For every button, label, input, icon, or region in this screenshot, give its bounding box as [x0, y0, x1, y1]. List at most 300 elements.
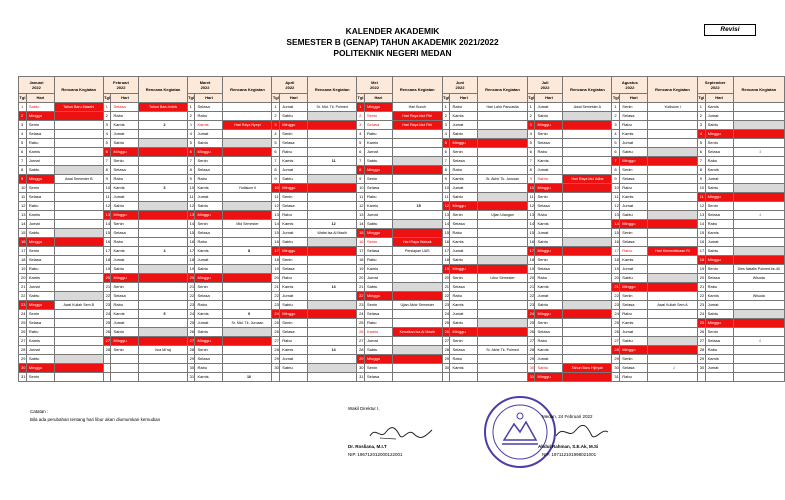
day-name: Jumat — [535, 166, 563, 175]
day-name: Selasa — [26, 256, 54, 265]
day-activity — [478, 166, 527, 175]
day-name: Rabu — [450, 292, 478, 301]
day-number: 25 — [272, 319, 280, 328]
day-activity — [563, 184, 612, 193]
day-activity — [478, 157, 527, 166]
day-name: Minggu — [535, 247, 563, 256]
day-row — [19, 148, 785, 157]
day-activity — [308, 274, 357, 283]
day-activity — [733, 328, 784, 337]
day-number: 17 — [103, 247, 111, 256]
day-number: 17 — [272, 247, 280, 256]
day-number: 16 — [527, 238, 535, 247]
day-number: 1 — [19, 103, 27, 112]
month-name — [357, 77, 393, 94]
day-activity — [648, 121, 697, 130]
day-number: 12 — [612, 202, 620, 211]
day-number: 27 — [527, 337, 535, 346]
day-activity: Wisuda — [733, 292, 784, 301]
day-activity — [54, 274, 103, 283]
day-number: 29 — [527, 355, 535, 364]
signature-1 — [366, 424, 436, 442]
day-name: Sabtu — [195, 328, 223, 337]
day-number: 31 — [357, 373, 365, 382]
day-name: Minggu — [26, 364, 54, 373]
day-activity: Mid Semester — [223, 220, 272, 229]
day-name: Jumat — [620, 265, 648, 274]
day-number: 29 — [357, 355, 365, 364]
day-activity — [54, 355, 103, 364]
day-name: Rabu — [450, 229, 478, 238]
day-number: 18 — [612, 256, 620, 265]
day-row — [19, 193, 785, 202]
day-row — [19, 337, 785, 346]
day-activity — [478, 247, 527, 256]
day-number: 27 — [19, 337, 27, 346]
day-number: 25 — [19, 319, 27, 328]
tgl-header: Tgl — [357, 94, 365, 103]
day-activity — [308, 310, 357, 319]
month-year: 2022 — [710, 85, 720, 90]
day-activity — [139, 229, 187, 238]
day-number: 29 — [187, 355, 195, 364]
day-name: Sabtu — [535, 175, 563, 184]
day-name: Selasa — [705, 211, 733, 220]
day-number: 15 — [272, 229, 280, 238]
day-activity — [223, 103, 272, 112]
rencana-kegiatan-header: Rencana Kegiatan — [54, 77, 103, 103]
day-number: 24 — [697, 310, 705, 319]
day-name: Senin — [535, 193, 563, 202]
day-name: Rabu — [280, 274, 308, 283]
day-name: Kamis — [535, 283, 563, 292]
day-number: 8 — [272, 166, 280, 175]
day-activity — [392, 139, 442, 148]
day-row — [19, 283, 785, 292]
day-activity: Libur Semester — [478, 274, 527, 283]
day-activity — [733, 202, 784, 211]
day-activity — [223, 292, 272, 301]
academic-calendar-table — [18, 76, 785, 382]
day-activity — [563, 337, 612, 346]
day-number: 8 — [357, 166, 365, 175]
day-name: Jumat — [535, 103, 563, 112]
day-name: Sabtu — [364, 283, 392, 292]
day-activity — [563, 319, 612, 328]
tgl-header: Tgl — [272, 94, 280, 103]
day-name: Sabtu — [364, 157, 392, 166]
hari-header: Hari — [705, 94, 733, 103]
day-activity — [54, 112, 103, 121]
day-name: Minggu — [195, 211, 223, 220]
day-activity — [223, 238, 272, 247]
day-name: Rabu — [280, 337, 308, 346]
day-number: 11 — [103, 193, 111, 202]
day-name: Selasa — [280, 139, 308, 148]
day-name: Sabtu — [195, 139, 223, 148]
day-activity: Tahun Baru Masehi — [54, 103, 103, 112]
day-activity — [563, 211, 612, 220]
day-row — [19, 157, 785, 166]
day-activity: Hari Raya Waisak — [392, 238, 442, 247]
day-name: Jumat — [195, 130, 223, 139]
day-number: 3 — [19, 121, 27, 130]
day-name: Kamis — [450, 238, 478, 247]
notes-label: Catatan : — [30, 409, 49, 414]
day-name: Kamis — [535, 220, 563, 229]
month-label: September — [704, 80, 726, 85]
day-activity — [392, 175, 442, 184]
day-row — [19, 292, 785, 301]
month-name — [442, 77, 478, 94]
day-activity — [308, 148, 357, 157]
day-name — [280, 373, 308, 382]
day-number: 19 — [19, 265, 27, 274]
day-name: Jumat — [111, 193, 139, 202]
day-name: Selasa — [620, 112, 648, 121]
day-name: Minggu — [620, 346, 648, 355]
day-number — [103, 355, 111, 364]
day-number: 20 — [103, 274, 111, 283]
day-activity — [478, 256, 527, 265]
day-number: 8 — [442, 166, 450, 175]
day-number: 26 — [19, 328, 27, 337]
day-name: Sabtu — [364, 220, 392, 229]
day-activity — [392, 274, 442, 283]
day-number: 23 — [442, 301, 450, 310]
day-number: 22 — [612, 292, 620, 301]
day-name: Selasa — [26, 130, 54, 139]
day-number: 29 — [612, 355, 620, 364]
day-name: Kamis — [450, 175, 478, 184]
day-name: Selasa — [620, 238, 648, 247]
day-activity — [478, 328, 527, 337]
day-number: 8 — [697, 166, 705, 175]
day-number: 12 — [697, 202, 705, 211]
day-name: Rabu — [26, 202, 54, 211]
day-activity — [478, 121, 527, 130]
day-name: Rabu — [26, 139, 54, 148]
day-number: 22 — [187, 292, 195, 301]
day-number: 16 — [697, 238, 705, 247]
day-number: 28 — [187, 346, 195, 355]
day-activity — [139, 355, 187, 364]
day-name: Sabtu — [535, 364, 563, 373]
day-name: Selasa — [364, 184, 392, 193]
day-number: 22 — [272, 292, 280, 301]
day-name: Sabtu — [705, 184, 733, 193]
day-number: 23 — [527, 301, 535, 310]
day-number: 10 — [357, 184, 365, 193]
day-activity — [648, 292, 697, 301]
day-name: Minggu — [364, 355, 392, 364]
day-row — [19, 319, 785, 328]
day-activity: Yudisium II — [223, 184, 272, 193]
day-name: Selasa — [111, 103, 139, 112]
day-name — [111, 373, 139, 382]
day-name: Senin — [620, 292, 648, 301]
day-number: 28 — [527, 346, 535, 355]
day-activity — [648, 211, 697, 220]
day-number: 16 — [187, 238, 195, 247]
day-activity — [563, 346, 612, 355]
hari-header: Hari — [26, 94, 54, 103]
month-year: 2022 — [116, 85, 126, 90]
day-number: 12 — [272, 202, 280, 211]
day-activity: 3 — [733, 148, 784, 157]
day-number: 21 — [187, 283, 195, 292]
day-activity — [733, 256, 784, 265]
day-activity — [308, 364, 357, 373]
day-number: 5 — [19, 139, 27, 148]
day-number: 26 — [697, 328, 705, 337]
tgl-header: Tgl — [19, 94, 27, 103]
day-activity — [139, 256, 187, 265]
day-name: Selasa — [705, 337, 733, 346]
day-number: 23 — [357, 301, 365, 310]
day-number: 30 — [697, 364, 705, 373]
day-number: 6 — [19, 148, 27, 157]
day-name — [111, 364, 139, 373]
day-activity — [308, 256, 357, 265]
day-name: Jumat — [280, 355, 308, 364]
day-number: 2 — [527, 112, 535, 121]
day-number — [103, 364, 111, 373]
day-row — [19, 130, 785, 139]
day-number: 24 — [612, 310, 620, 319]
day-name: Selasa — [364, 373, 392, 382]
day-number: 7 — [697, 157, 705, 166]
day-number: 11 — [357, 193, 365, 202]
day-name: Rabu — [620, 121, 648, 130]
day-number: 3 — [272, 121, 280, 130]
day-activity — [308, 328, 357, 337]
day-row — [19, 346, 785, 355]
day-name: Minggu — [111, 274, 139, 283]
day-activity — [563, 328, 612, 337]
day-number: 19 — [103, 265, 111, 274]
day-activity: Sr. Mid. Tk. Jurusan — [223, 319, 272, 328]
day-row — [19, 355, 785, 364]
day-name: Kamis — [705, 103, 733, 112]
day-name: Jumat — [280, 292, 308, 301]
day-name: Sabtu — [705, 247, 733, 256]
day-number: 13 — [272, 211, 280, 220]
day-activity: Dies Natalis Polmed ke-40 — [733, 265, 784, 274]
day-name: Selasa — [364, 121, 392, 130]
day-name: Rabu — [111, 112, 139, 121]
day-number: 31 — [527, 373, 535, 382]
day-activity — [54, 166, 103, 175]
day-number: 21 — [357, 283, 365, 292]
day-name: Jumat — [364, 274, 392, 283]
day-number: 17 — [187, 247, 195, 256]
day-name: Sabtu — [535, 112, 563, 121]
day-name: Jumat — [535, 292, 563, 301]
month-label: Februari — [113, 80, 130, 85]
day-name: Sabtu — [111, 328, 139, 337]
day-name: Senin — [364, 175, 392, 184]
day-name: Minggu — [111, 211, 139, 220]
day-name: Minggu — [111, 337, 139, 346]
day-number: 31 — [612, 373, 620, 382]
day-name: Senin — [111, 346, 139, 355]
day-name: Senin — [195, 346, 223, 355]
day-name: Senin — [280, 256, 308, 265]
title-line-2: SEMESTER B (GENAP) TAHUN AKADEMIK 2021/2022 — [286, 37, 499, 47]
day-activity — [392, 184, 442, 193]
day-activity — [392, 265, 442, 274]
day-name: Minggu — [535, 373, 563, 382]
day-activity: 5 — [139, 310, 187, 319]
day-name: Jumat — [364, 337, 392, 346]
day-number: 20 — [442, 274, 450, 283]
day-row — [19, 229, 785, 238]
signer1-nip: NIP. 196712012000122001 — [348, 452, 403, 457]
day-name: Rabu — [280, 148, 308, 157]
day-number: 15 — [357, 229, 365, 238]
day-activity — [478, 265, 527, 274]
day-number: 3 — [527, 121, 535, 130]
day-number: 6 — [357, 148, 365, 157]
day-number: 5 — [103, 139, 111, 148]
signer1-title: Wakil Direktur I, — [348, 406, 380, 411]
day-activity — [223, 148, 272, 157]
day-row — [19, 256, 785, 265]
day-number: 22 — [103, 292, 111, 301]
day-activity — [308, 355, 357, 364]
day-name: Jumat — [111, 319, 139, 328]
day-number: 11 — [442, 193, 450, 202]
day-name: Senin — [705, 328, 733, 337]
day-number: 9 — [272, 175, 280, 184]
day-name: Rabu — [195, 175, 223, 184]
day-number: 16 — [272, 238, 280, 247]
day-name: Kamis — [705, 166, 733, 175]
day-name: Minggu — [620, 283, 648, 292]
day-activity — [733, 346, 784, 355]
day-name: Sabtu — [450, 193, 478, 202]
day-activity: Tahun Baru Imlek — [139, 103, 187, 112]
day-name: Minggu — [111, 148, 139, 157]
day-number: 16 — [442, 238, 450, 247]
day-name: Jumat — [450, 310, 478, 319]
day-number: 31 — [19, 373, 27, 382]
rencana-kegiatan-header: Rencana Kegiatan — [308, 77, 357, 103]
day-name: Minggu — [705, 256, 733, 265]
month-year: 2022 — [31, 85, 41, 90]
day-number: 6 — [442, 148, 450, 157]
day-name: Kamis — [280, 157, 308, 166]
day-name: Selasa — [111, 229, 139, 238]
signer1-name: Dr. Rosliana, M.I.T — [348, 444, 387, 449]
day-name: Selasa — [620, 301, 648, 310]
day-name: Senin — [195, 157, 223, 166]
day-name: Rabu — [535, 148, 563, 157]
day-name: Selasa — [705, 148, 733, 157]
day-name: Minggu — [364, 292, 392, 301]
day-name: Senin — [26, 121, 54, 130]
day-name: Rabu — [195, 112, 223, 121]
day-name: Rabu — [620, 373, 648, 382]
day-activity: Hari Buruh — [392, 103, 442, 112]
day-number: 4 — [612, 130, 620, 139]
day-activity: 9 — [223, 310, 272, 319]
day-name: Sabtu — [111, 202, 139, 211]
day-name: Rabu — [364, 130, 392, 139]
day-number: 21 — [103, 283, 111, 292]
day-activity — [139, 130, 187, 139]
day-activity — [392, 166, 442, 175]
day-activity — [648, 238, 697, 247]
day-activity — [478, 112, 527, 121]
day-name: Kamis — [535, 157, 563, 166]
day-name: Selasa — [450, 283, 478, 292]
day-activity: Tahun Baru Hijriyah — [563, 364, 612, 373]
day-number: 19 — [612, 265, 620, 274]
day-name: Kamis — [364, 328, 392, 337]
day-activity — [54, 229, 103, 238]
day-name: Sabtu — [111, 139, 139, 148]
day-name: Senin — [195, 220, 223, 229]
day-number: 23 — [103, 301, 111, 310]
rencana-kegiatan-header: Rencana Kegiatan — [392, 77, 442, 103]
day-activity — [478, 139, 527, 148]
rencana-kegiatan-header: Rencana Kegiatan — [733, 77, 784, 103]
day-name: Sabtu — [280, 301, 308, 310]
day-name: Kamis — [620, 130, 648, 139]
month-label: Maret — [199, 80, 211, 85]
day-number: 30 — [442, 364, 450, 373]
day-name: Jumat — [450, 121, 478, 130]
day-number: 28 — [442, 346, 450, 355]
day-name: Kamis — [195, 373, 223, 382]
day-activity — [733, 247, 784, 256]
day-number: 3 — [103, 121, 111, 130]
day-number: 11 — [612, 193, 620, 202]
day-number: 2 — [19, 112, 27, 121]
day-number: 9 — [697, 175, 705, 184]
day-number: 9 — [527, 175, 535, 184]
day-activity — [648, 310, 697, 319]
day-activity — [308, 373, 357, 382]
day-number: 12 — [357, 202, 365, 211]
day-number: 23 — [19, 301, 27, 310]
day-activity — [733, 373, 784, 382]
rencana-kegiatan-header: Rencana Kegiatan — [223, 77, 272, 103]
day-name: Rabu — [364, 319, 392, 328]
day-name: Rabu — [26, 328, 54, 337]
day-number: 20 — [19, 274, 27, 283]
day-number: 14 — [19, 220, 27, 229]
day-activity — [733, 121, 784, 130]
day-activity — [733, 139, 784, 148]
day-number: 8 — [612, 166, 620, 175]
tgl-header: Tgl — [697, 94, 705, 103]
day-name: Selasa — [535, 328, 563, 337]
day-row — [19, 175, 785, 184]
day-number: 26 — [442, 328, 450, 337]
day-activity: Awal Kuliah Sem B — [54, 301, 103, 310]
day-name: Kamis — [450, 364, 478, 373]
day-activity: Ujian Ulangan — [478, 211, 527, 220]
day-activity — [139, 319, 187, 328]
day-number: 13 — [19, 211, 27, 220]
day-name: Senin — [26, 247, 54, 256]
day-name: Sabtu — [26, 229, 54, 238]
day-activity — [648, 283, 697, 292]
day-activity — [563, 193, 612, 202]
